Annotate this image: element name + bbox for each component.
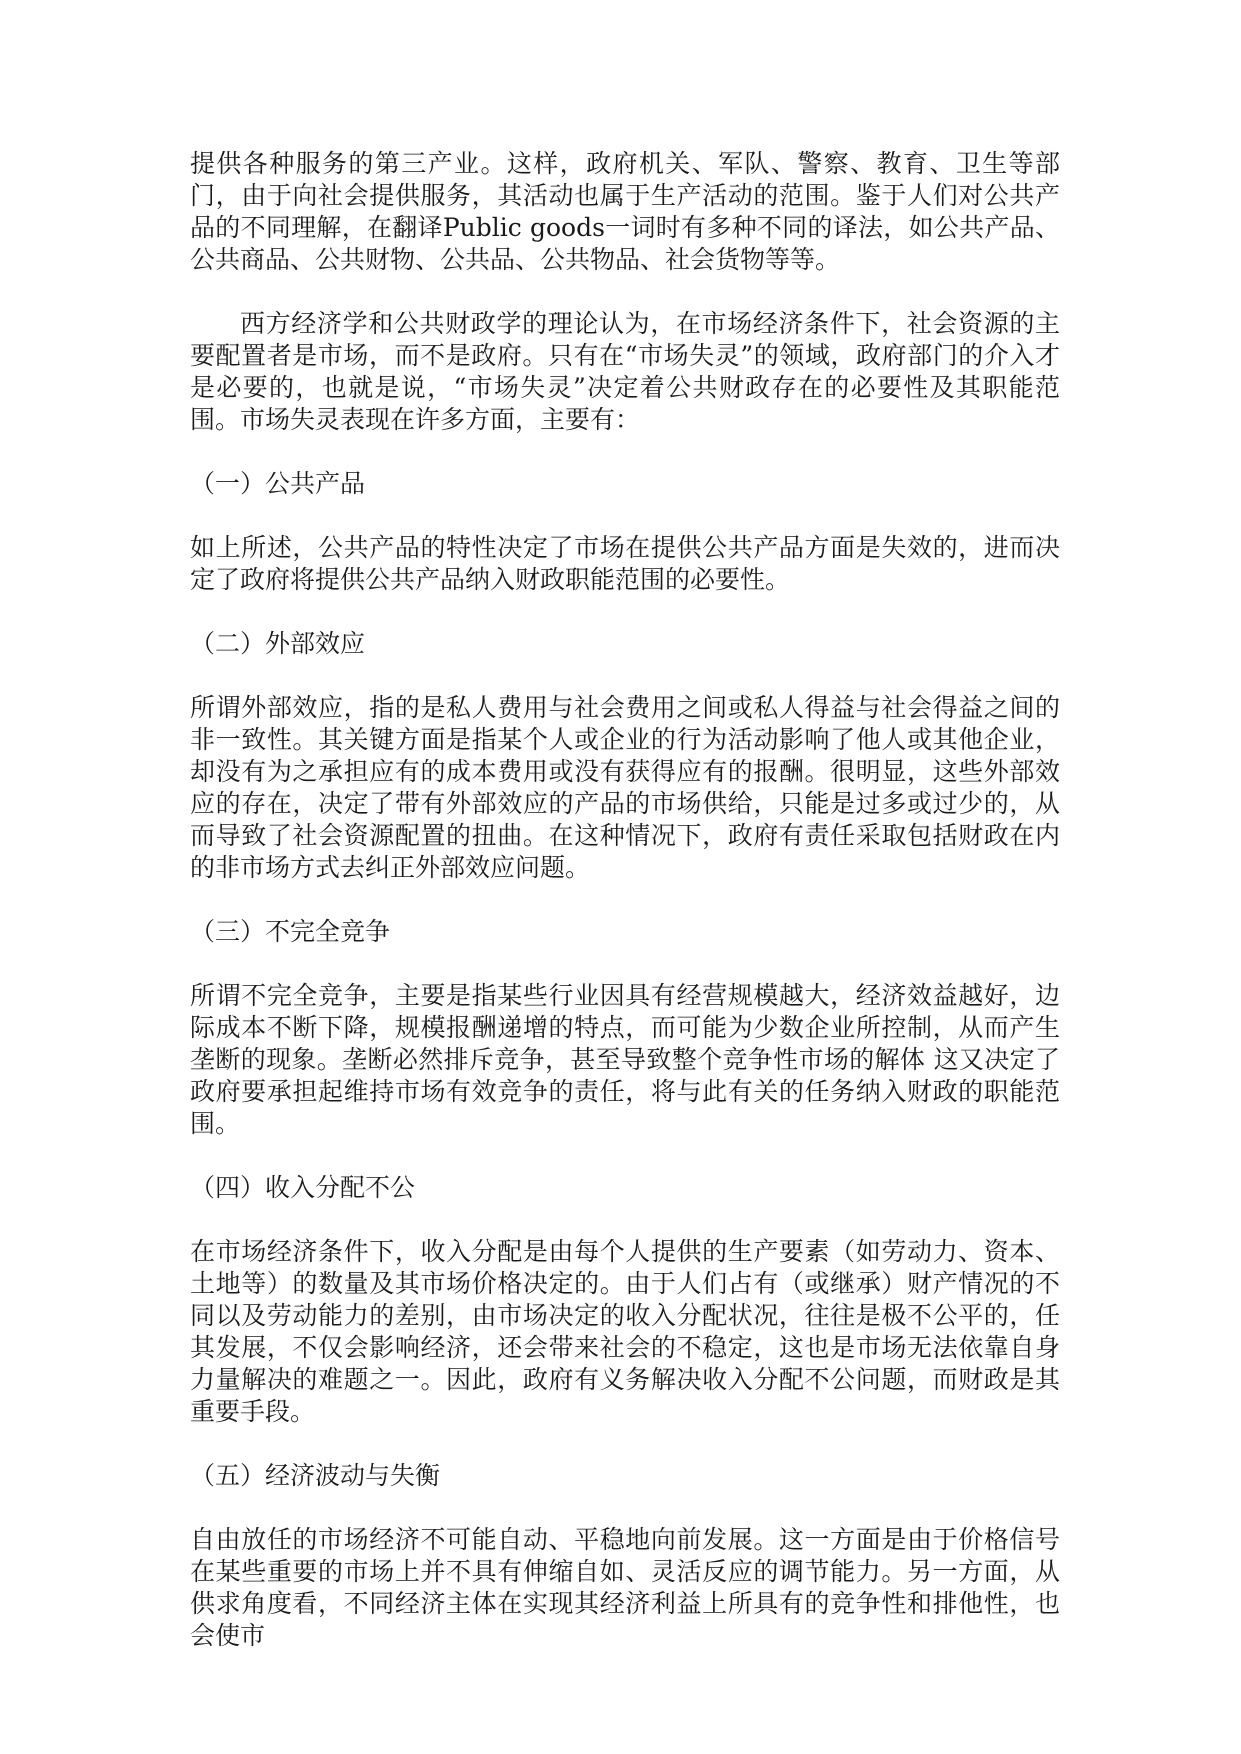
paragraph-economic-fluctuation: 自由放任的市场经济不可能自动、平稳地向前发展。这一方面是由于价格信号在某些重要的市场上并不具有伸缩自如、灵活反应的调节能力。另一方面，从供求角度看，不同经济主体在实现其经济利益上所具有的竞争性和排他性，也会使市 (190, 1525, 1060, 1650)
paragraph-market-failure-intro: 西方经济学和公共财政学的理论认为，在市场经济条件下，社会资源的主要配置者是市场，而不是政府。只有在“市场失灵”的领域，政府部门的介入才是必要的，也就是说，“市场失灵”决定着公共财政存在的必要性及其职能范围。市场失灵表现在许多方面，主要有： (190, 309, 1060, 434)
paragraph-externalities: 所谓外部效应，指的是私人费用与社会费用之间或私人得益与社会得益之间的非一致性。其关键方面是指某个人或企业的行为活动影响了他人或其他企业，却没有为之承担应有的成本费用或没有获得应有的报酬。很明显，这些外部效应的存在，决定了带有外部效应的产品的市场供给，只能是过多或过少的，从而导致了社会资源配置的扭曲。在这种情况下，政府有责任采取包括财政在内的非市场方式去纠正外部效应问题。 (190, 693, 1060, 882)
section-heading-public-goods: （一）公共产品 (190, 469, 366, 498)
section-heading-income-distribution: （四）收入分配不公 (190, 1173, 416, 1202)
paragraph-public-goods: 如上所述，公共产品的特性决定了市场在提供公共产品方面是失效的，进而决定了政府将提供公共产品纳入财政职能范围的必要性。 (190, 533, 1060, 594)
paragraph-services: 提供各种服务的第三产业。这样，政府机关、军队、警察、教育、卫生等部门，由于向社会提供服务，其活动也属于生产活动的范围。鉴于人们对公共产品的不同理解，在翻译Public goods一词时有多种不同的译法，如公共产品、公共商品、公共财物、公共品、公共物品、社会货物等等。 (190, 149, 1060, 274)
paragraph-imperfect-competition: 所谓不完全竞争，主要是指某些行业因具有经营规模越大，经济效益越好，边际成本不断下降，规模报酬递增的特点，而可能为少数企业所控制，从而产生垄断的现象。垄断必然排斥竞争，甚至导致整个竞争性市场的解体 这又决定了政府要承担起维持市场有效竞争的责任，将与此有关的任务纳入财政的职能范围。 (190, 981, 1060, 1138)
paragraph-income-distribution: 在市场经济条件下，收入分配是由每个人提供的生产要素（如劳动力、资本、土地等）的数量及其市场价格决定的。由于人们占有（或继承）财产情况的不同以及劳动能力的差别，由市场决定的收入分配状况，往往是极不公平的，任其发展，不仅会影响经济，还会带来社会的不稳定，这也是市场无法依靠自身力量解决的难题之一。因此，政府有义务解决收入分配不公问题，而财政是其重要手段。 (190, 1237, 1060, 1426)
section-heading-imperfect-competition: （三）不完全竞争 (190, 917, 391, 946)
document-page (190, 148, 1060, 1684)
section-heading-externalities: （二）外部效应 (190, 629, 366, 658)
section-heading-economic-fluctuation: （五）经济波动与失衡 (190, 1461, 441, 1490)
